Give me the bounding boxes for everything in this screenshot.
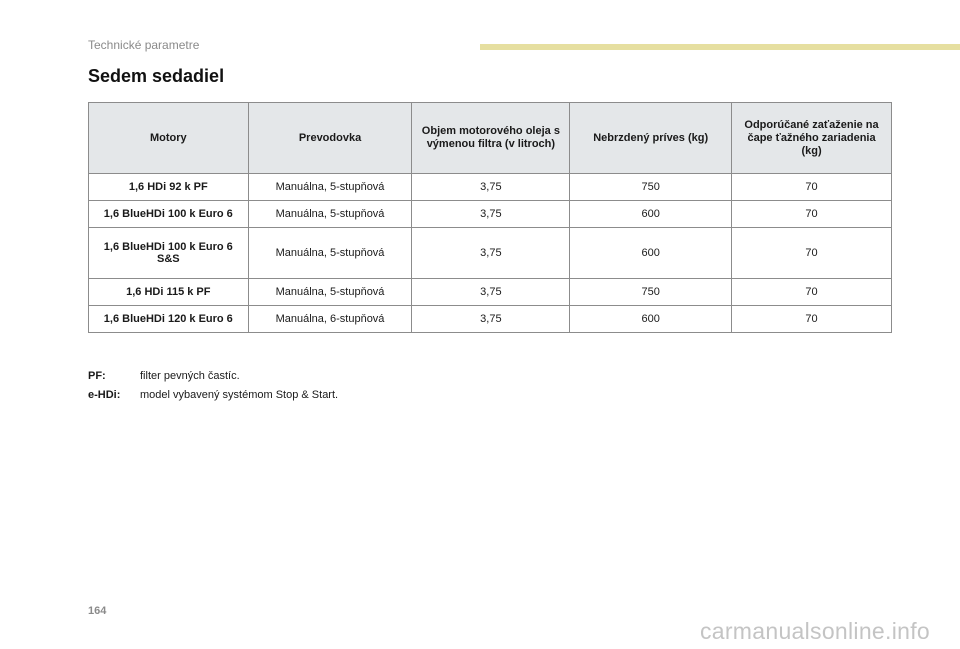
cell-gearbox: Manuálna, 5-stupňová xyxy=(248,201,412,228)
col-header-oil: Objem motorového oleja s výmenou filtra (v litroch) xyxy=(412,103,570,174)
cell-load: 70 xyxy=(732,279,892,306)
col-header-gearbox: Prevodovka xyxy=(248,103,412,174)
cell-gearbox: Manuálna, 5-stupňová xyxy=(248,279,412,306)
watermark: carmanualsonline.info xyxy=(699,618,930,644)
cell-oil: 3,75 xyxy=(412,279,570,306)
section-title: Technické parametre xyxy=(88,38,200,52)
footnote-key: PF: xyxy=(88,370,106,382)
col-header-engine: Motory xyxy=(89,103,249,174)
cell-oil: 3,75 xyxy=(412,228,570,279)
cell-engine: 1,6 BlueHDi 100 k Euro 6 xyxy=(89,201,249,228)
footnote-text: filter pevných častíc. xyxy=(140,370,240,382)
footnotes xyxy=(88,370,338,408)
cell-gearbox: Manuálna, 5-stupňová xyxy=(248,174,412,201)
footnote-item xyxy=(88,389,338,401)
cell-gearbox: Manuálna, 5-stupňová xyxy=(248,228,412,279)
cell-load: 70 xyxy=(732,174,892,201)
table-row xyxy=(89,228,892,279)
table-header-row xyxy=(89,103,892,174)
table-row xyxy=(89,279,892,306)
cell-gearbox: Manuálna, 6-stupňová xyxy=(248,306,412,333)
col-header-load: Odporúčané zaťaženie na čape ťažného zariadenia (kg) xyxy=(732,103,892,174)
cell-load: 70 xyxy=(732,201,892,228)
section-accent-bar xyxy=(480,44,960,50)
table-row xyxy=(89,201,892,228)
table-row xyxy=(89,174,892,201)
footnote-key: e-HDi: xyxy=(88,389,121,401)
page-heading: Sedem sedadiel xyxy=(88,66,225,86)
footnote-text: model vybavený systémom Stop & Start. xyxy=(140,389,339,401)
cell-trailer: 600 xyxy=(570,228,732,279)
cell-load: 70 xyxy=(732,228,892,279)
cell-trailer: 750 xyxy=(570,174,732,201)
cell-trailer: 600 xyxy=(570,201,732,228)
footnote-item xyxy=(88,370,338,382)
cell-engine: 1,6 BlueHDi 100 k Euro 6 S&S xyxy=(89,228,249,279)
towing-spec-table xyxy=(88,102,892,333)
cell-oil: 3,75 xyxy=(412,201,570,228)
col-header-trailer: Nebrzdený príves (kg) xyxy=(570,103,732,174)
cell-oil: 3,75 xyxy=(412,174,570,201)
cell-engine: 1,6 HDi 115 k PF xyxy=(89,279,249,306)
cell-oil: 3,75 xyxy=(412,306,570,333)
cell-load: 70 xyxy=(732,306,892,333)
cell-trailer: 600 xyxy=(570,306,732,333)
cell-engine: 1,6 HDi 92 k PF xyxy=(89,174,249,201)
cell-trailer: 750 xyxy=(570,279,732,306)
page-number: 164 xyxy=(88,605,107,617)
table-row xyxy=(89,306,892,333)
cell-engine: 1,6 BlueHDi 120 k Euro 6 xyxy=(89,306,249,333)
